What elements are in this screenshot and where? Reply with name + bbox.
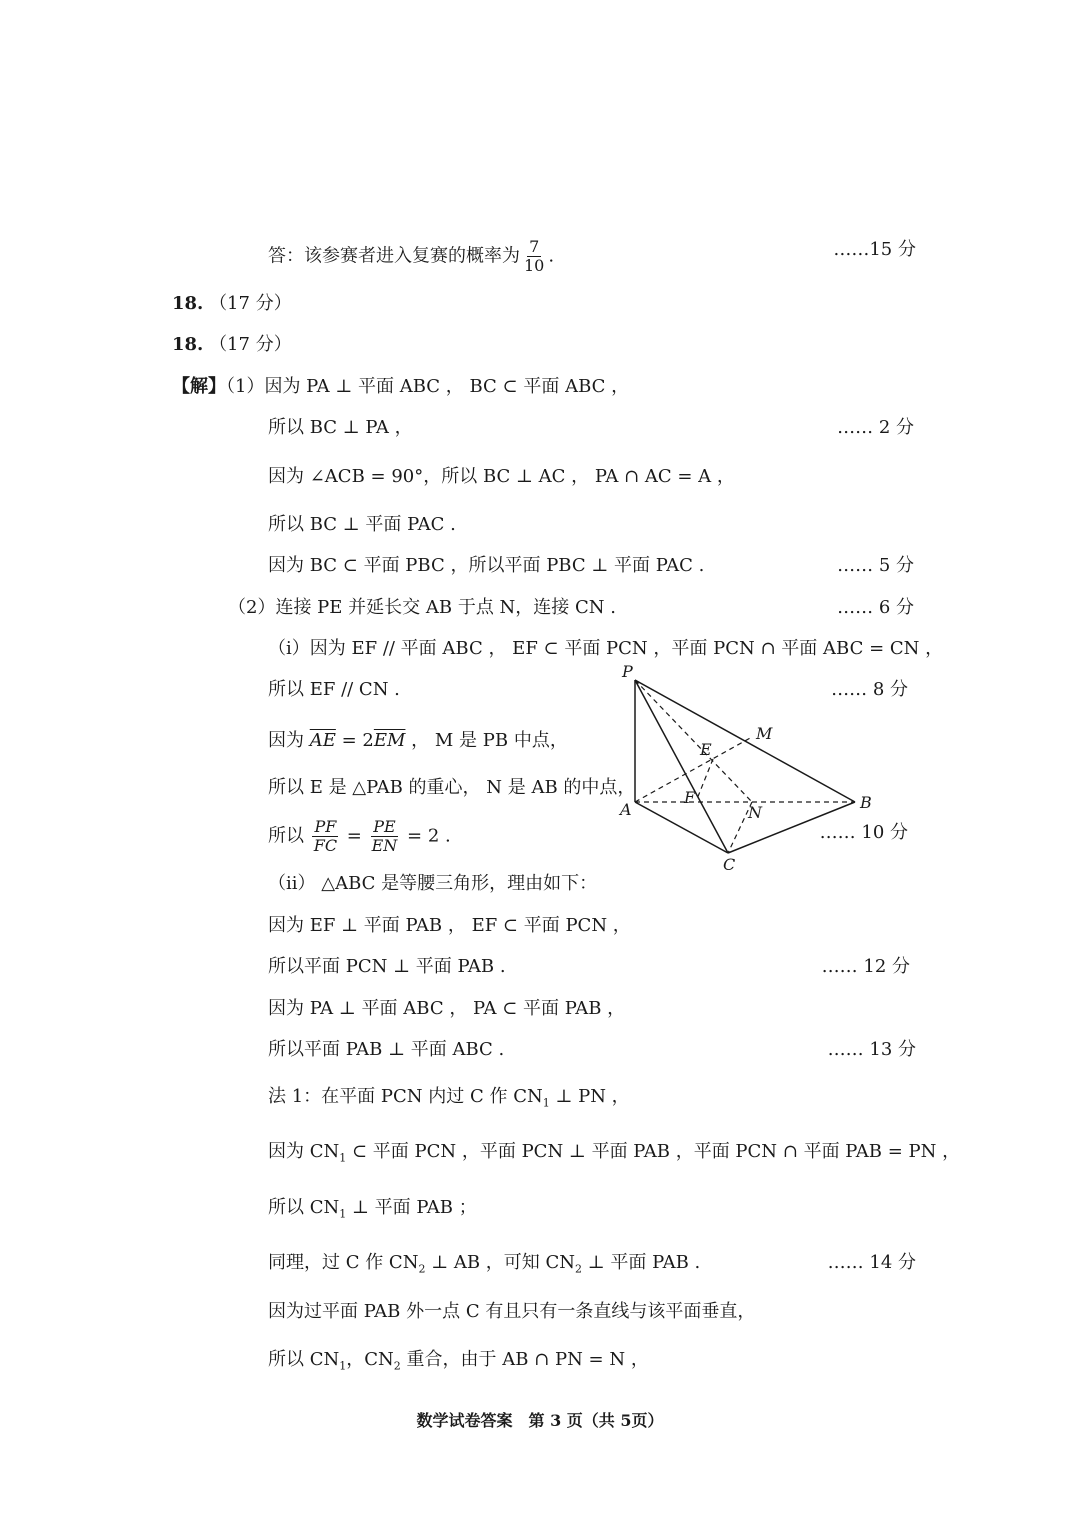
- label-b: B: [860, 793, 872, 812]
- score-5: …… 5 分: [837, 555, 914, 576]
- answer-fraction: [522, 238, 546, 275]
- label-f: F: [684, 788, 696, 807]
- solution-line-7: （i）因为 EF // 平面 ABC ， EF ⊂ 平面 PCN ，平面 PCN ∩ 平面 ABC = CN ，: [268, 638, 944, 659]
- vector-ae: $\overline{AE}$: [309, 730, 336, 751]
- score-14: …… 14 分: [827, 1252, 916, 1273]
- label-a: A: [620, 800, 632, 819]
- solution-line-14: 所以平面 PCN ⊥ 平面 PAB .: [268, 956, 506, 977]
- text-part: 法 1：在平面 PCN 内过 C 作 CN: [268, 1086, 543, 1107]
- solution-line-5: 因为 BC ⊂ 平面 PBC ，所以平面 PBC ⊥ 平面 PAC .: [268, 555, 705, 576]
- text-part: 因为 CN: [268, 1141, 340, 1162]
- solution-text: （1）因为 PA ⊥ 平面 ABC ， BC ⊂ 平面 ABC ，: [226, 376, 630, 397]
- solution-line-19: [268, 1196, 477, 1227]
- text-part: 所以: [268, 825, 310, 847]
- solution-line-3: 因为 ∠ACB = 90°，所以 BC ⊥ AC ， PA ∩ AC = A ，: [268, 466, 735, 487]
- question-number: 18.: [172, 293, 204, 314]
- score-13: …… 13 分: [827, 1039, 916, 1060]
- text-part: ⊥ PN ，: [549, 1086, 630, 1107]
- solution-tag: 【解】: [172, 376, 226, 397]
- solution-line-8: 所以 EF // CN .: [268, 679, 400, 700]
- page-footer: 数学试卷答案 第 3 页（共 5页）: [416, 1411, 664, 1430]
- score-12: …… 12 分: [821, 956, 910, 977]
- text-part: 同理，过 C 作 CN: [268, 1252, 419, 1273]
- label-m: M: [756, 724, 773, 743]
- solution-line-6: （2）连接 PE 并延长交 AB 于点 N，连接 CN .: [228, 597, 616, 618]
- solution-line-4: 所以 BC ⊥ 平面 PAC .: [268, 514, 456, 535]
- subscript: 1: [339, 1207, 347, 1221]
- solution-line-16: 所以平面 PAB ⊥ 平面 ABC .: [268, 1039, 505, 1060]
- answer-text: 答：该参赛者进入复赛的概率为: [268, 245, 520, 267]
- label-c: C: [723, 855, 736, 874]
- text-part: 因为: [268, 730, 310, 751]
- answer-period: .: [548, 245, 555, 267]
- fraction-denominator: 10: [524, 256, 545, 275]
- solution-line-2: 所以 BC ⊥ PA ，: [268, 417, 413, 438]
- label-e: E: [700, 740, 712, 759]
- solution-line-21: 因为过平面 PAB 外一点 C 有且只有一条直线与该平面垂直，: [268, 1301, 756, 1322]
- tetrahedron-figure: [600, 655, 890, 880]
- score-8: …… 8 分: [831, 679, 908, 700]
- text-part: ⊂ 平面 PCN ，平面 PCN ⊥ 平面 PAB ，平面 PCN ∩ 平面 PAB = PN ，: [346, 1141, 961, 1162]
- solution-line-12: （ii） △ABC 是等腰三角形，理由如下：: [268, 873, 598, 894]
- question-points: （17 分）: [209, 293, 292, 314]
- label-p: P: [622, 662, 633, 681]
- text-part: =: [341, 825, 368, 847]
- text-part: ⊥ 平面 PAB ；: [346, 1197, 477, 1218]
- score-2: …… 2 分: [837, 417, 914, 438]
- solution-line-11: [268, 818, 451, 855]
- subscript: 2: [418, 1262, 426, 1276]
- subscript: 2: [575, 1262, 583, 1276]
- fraction-numerator: PF: [314, 817, 337, 836]
- text-part: ⊥ AB ，可知 CN: [425, 1252, 576, 1273]
- text-part: 所以 CN: [268, 1349, 340, 1370]
- solution-line-18: [268, 1140, 960, 1171]
- segment-pn: [635, 680, 752, 802]
- fraction-numerator: 7: [529, 237, 540, 256]
- solution-line-22: [268, 1348, 649, 1379]
- solution-line-1: [172, 375, 629, 399]
- label-n: N: [748, 803, 762, 822]
- solution-line-17: [268, 1085, 630, 1116]
- fraction-denominator: FC: [313, 836, 338, 855]
- fraction-pe-en: [370, 818, 400, 855]
- vector-em: $\overline{EM}$: [373, 730, 406, 751]
- solution-line-13: 因为 EF ⊥ 平面 PAB ， EF ⊂ 平面 PCN ，: [268, 915, 631, 936]
- question-18-header-repeat: [172, 333, 292, 357]
- segment-ef: [697, 759, 713, 799]
- question-number: 18.: [172, 334, 204, 355]
- question-points: （17 分）: [209, 334, 292, 355]
- text-part: ，CN: [346, 1349, 394, 1370]
- score-15: ……15 分: [833, 239, 916, 260]
- fraction-numerator: PE: [373, 817, 396, 836]
- text-part: ⊥ 平面 PAB .: [582, 1252, 701, 1273]
- subscript: 1: [339, 1151, 347, 1165]
- score-6: …… 6 分: [837, 597, 914, 618]
- text-part: 重合，由于 AB ∩ PN = N ，: [400, 1349, 649, 1370]
- text-part: = 2 .: [401, 825, 451, 847]
- subscript: 1: [339, 1359, 347, 1373]
- subscript: 1: [542, 1096, 550, 1110]
- answer-line: [268, 238, 554, 275]
- fraction-pf-fc: [312, 818, 339, 855]
- solution-line-15: 因为 PA ⊥ 平面 ABC ， PA ⊂ 平面 PAB ，: [268, 998, 626, 1019]
- fraction-denominator: EN: [371, 836, 398, 855]
- text-part: 所以 CN: [268, 1197, 340, 1218]
- score-10: …… 10 分: [819, 822, 908, 843]
- solution-line-10: 所以 E 是 △PAB 的重心， N 是 AB 的中点，: [268, 777, 636, 798]
- text-part: ， M 是 PB 中点，: [405, 730, 568, 751]
- solution-line-20: [268, 1251, 700, 1282]
- question-18-header: [172, 292, 292, 316]
- subscript: 2: [393, 1359, 401, 1373]
- solution-line-9: [268, 729, 568, 753]
- text-part: = 2: [335, 730, 374, 751]
